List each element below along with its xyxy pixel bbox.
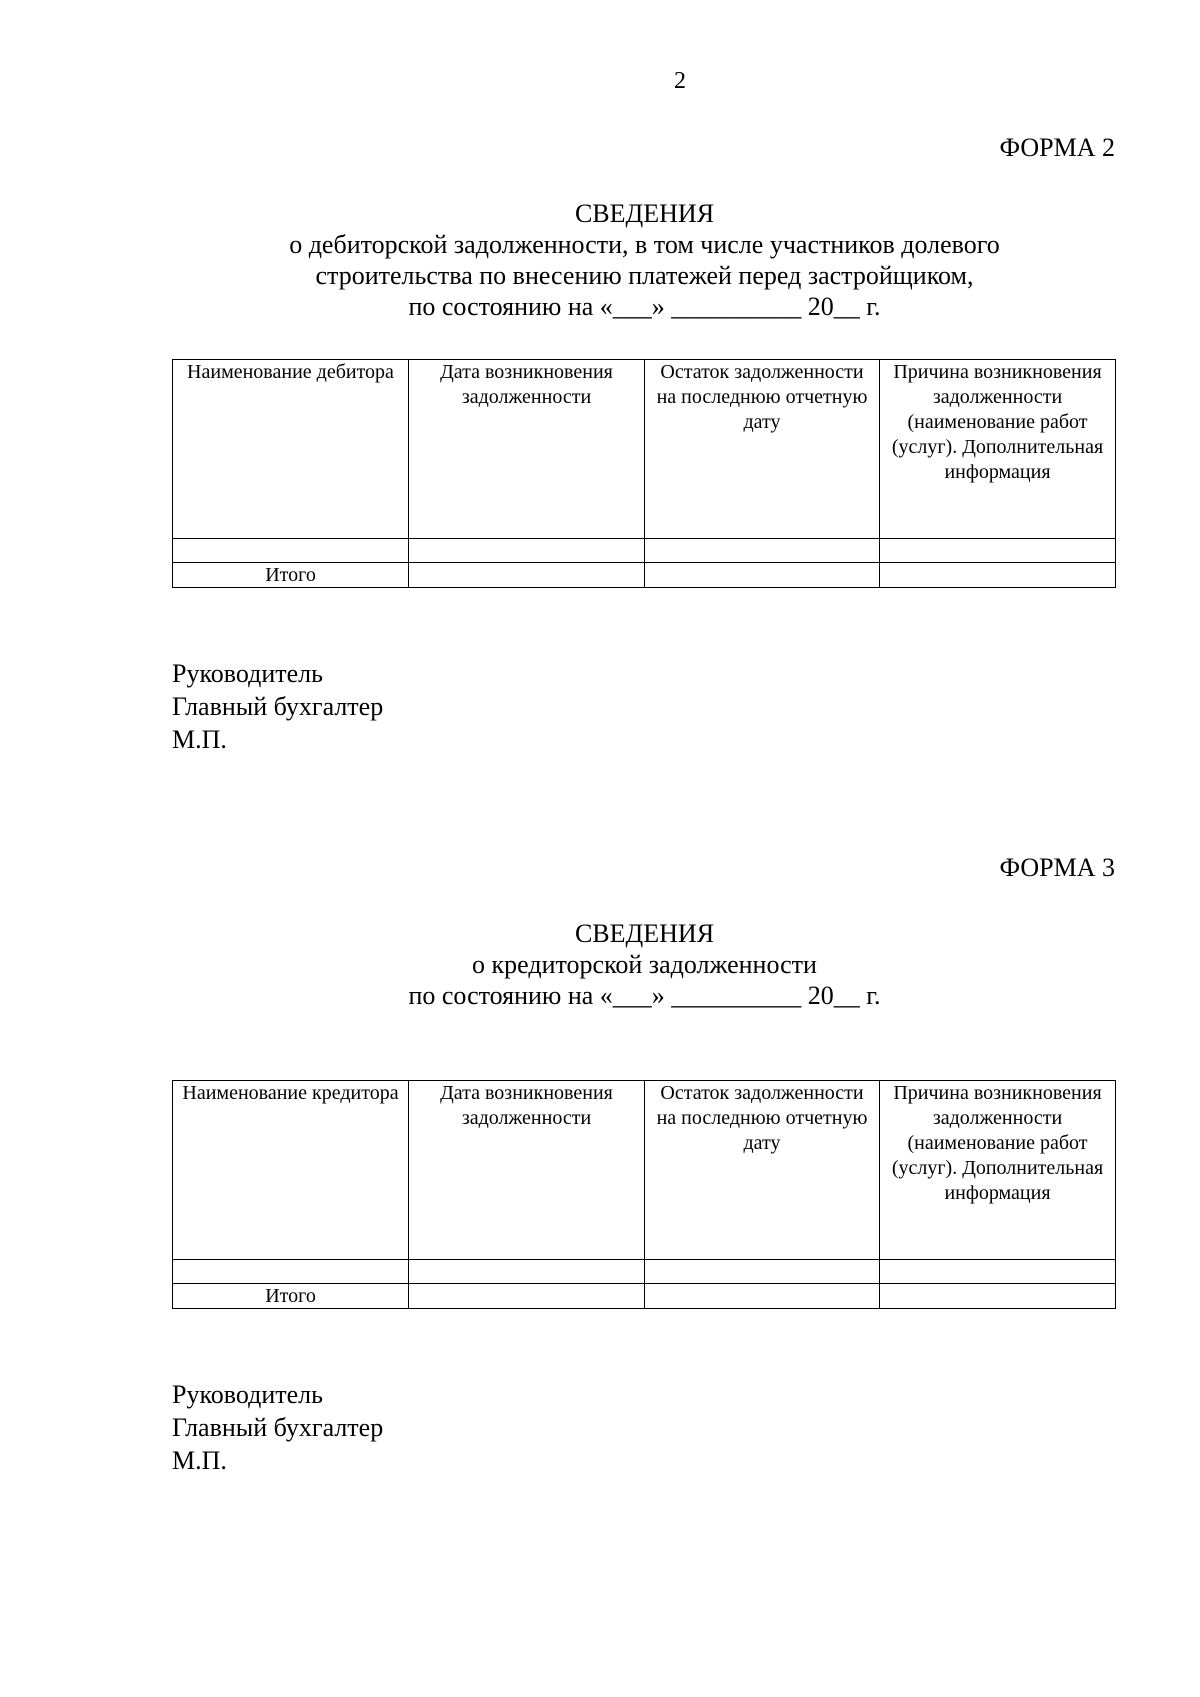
table-cell [409, 563, 645, 588]
table-cell [645, 539, 880, 563]
form-2-signatures [172, 657, 383, 756]
form-2-title-line: СВЕДЕНИЯ [574, 199, 715, 228]
form-2-title-line: о дебиторской задолженности, в том числе участников долевого [289, 230, 1000, 259]
header-debtor-name: Наименование дебитора [173, 360, 409, 539]
form-3-signatures [172, 1378, 383, 1477]
header-creditor-name: Наименование кредитора [173, 1081, 409, 1260]
form-3-title-line: СВЕДЕНИЯ [574, 919, 715, 948]
table-cell [880, 1284, 1116, 1309]
signature-stamp-place: М.П. [172, 1446, 227, 1475]
table-cell [173, 1260, 409, 1284]
table-cell [645, 1284, 880, 1309]
total-row [173, 563, 1116, 588]
signature-director: Руководитель [172, 659, 323, 688]
table-header-row [173, 360, 1116, 539]
header-debt-reason: Причина возникновения задолженности (наименование работ (услуг). Дополнительная информация [880, 1081, 1116, 1260]
table-row [173, 539, 1116, 563]
signature-director: Руководитель [172, 1380, 323, 1409]
form-3-title-line: о кредиторской задолженности [472, 950, 817, 979]
table-cell [645, 1260, 880, 1284]
table-header-row [173, 1081, 1116, 1260]
table-cell [880, 539, 1116, 563]
total-label: Итого [173, 563, 409, 588]
table-cell [880, 1260, 1116, 1284]
form-3-title-line: по состоянию на «___» __________ 20__ г. [408, 981, 881, 1010]
table-cell [409, 539, 645, 563]
signature-chief-accountant: Главный бухгалтер [172, 692, 384, 721]
header-debt-reason: Причина возникновения задолженности (наименование работ (услуг). Дополнительная информация [880, 360, 1116, 539]
header-debt-balance: Остаток задолженности на последнюю отчетную дату [645, 360, 880, 539]
form-2-title-line: строительства по внесению платежей перед застройщиком, [315, 261, 974, 290]
table-row [173, 1260, 1116, 1284]
header-debt-balance: Остаток задолженности на последнюю отчетную дату [645, 1081, 880, 1260]
table-cell [880, 563, 1116, 588]
form-2-label: ФОРМА 2 [999, 133, 1115, 162]
form-3-label: ФОРМА 3 [999, 853, 1115, 882]
table-cell [409, 1284, 645, 1309]
page-number: 2 [674, 68, 686, 94]
header-debt-date: Дата возникновения задолженности [409, 1081, 645, 1260]
form-2-title-line: по состоянию на «___» __________ 20__ г. [408, 292, 881, 321]
signature-chief-accountant: Главный бухгалтер [172, 1413, 384, 1442]
total-row [173, 1284, 1116, 1309]
total-label: Итого [173, 1284, 409, 1309]
table-cell [173, 539, 409, 563]
form-2-table [172, 359, 1116, 588]
form-3-table [172, 1080, 1116, 1309]
form-2-title [0, 198, 1200, 322]
form-3-title [0, 918, 1200, 1011]
table-cell [409, 1260, 645, 1284]
header-debt-date: Дата возникновения задолженности [409, 360, 645, 539]
table-cell [645, 563, 880, 588]
signature-stamp-place: М.П. [172, 725, 227, 754]
